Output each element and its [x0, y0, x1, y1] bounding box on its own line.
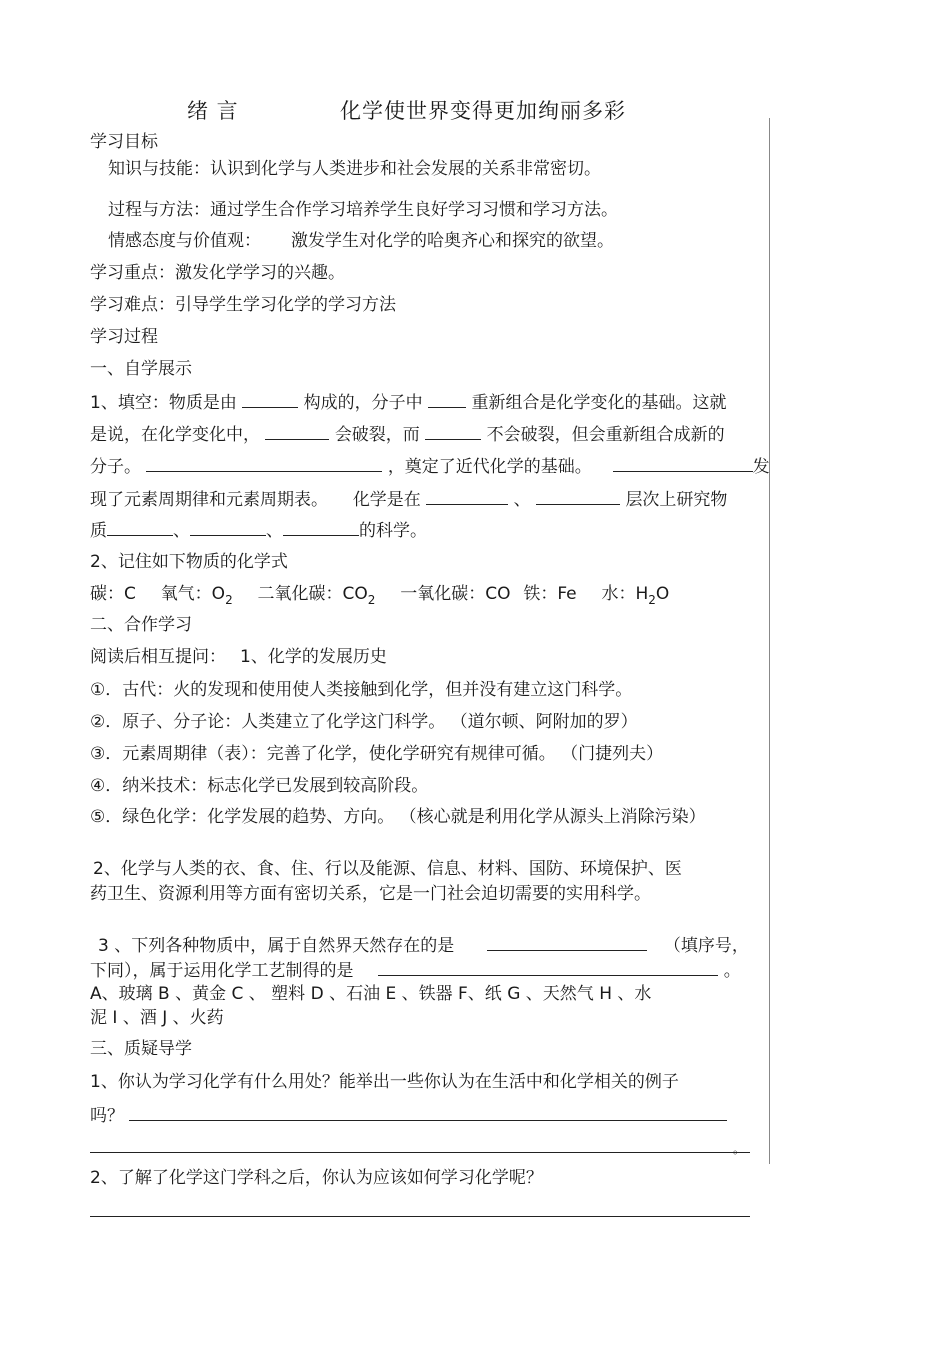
blank-synthetic[interactable]: [378, 958, 718, 976]
relation-line1: 2、化学与人类的衣、食、住、行以及能源、信息、材料、国防、环境保护、医: [93, 859, 682, 879]
q3-line2: 下同），属于运用化学工艺制得的是 。: [90, 958, 741, 982]
q1-line2: 是说，在化学变化中， 会破裂，而 不会破裂，但会重新组合成新的: [90, 422, 725, 446]
blank-5[interactable]: [146, 454, 382, 472]
process-heading: 学习过程: [90, 327, 158, 347]
blank-2[interactable]: [428, 390, 466, 408]
page-title: 化学使世界变得更加绚丽多彩: [340, 99, 626, 123]
objectives-heading: 学习目标: [90, 132, 158, 152]
blank-9[interactable]: [107, 518, 173, 536]
q1-line1: 1、填空：物质是由 构成的，分子中 重新组合是化学变化的基础。这就: [90, 390, 726, 414]
history-item: ⑤．绿色化学：化学发展的趋势、方向。 （核心就是利用化学从源头上消除污染）: [90, 807, 706, 827]
answer-line-1[interactable]: [129, 1103, 727, 1121]
q2-heading: 2、记住如下物质的化学式: [90, 552, 288, 572]
key-point: 学习重点：激发化学学习的兴趣。: [90, 263, 345, 283]
s3-q1-line2: 吗？: [90, 1103, 727, 1127]
blank-7[interactable]: [426, 487, 508, 505]
answer-line-3[interactable]: [90, 1216, 750, 1217]
q1-line3: 分子。 ，奠定了近代化学的基础。 发: [90, 454, 770, 478]
s3-q1-line1: 1、你认为学习化学有什么用处？能举出一些你认为在生活中和化学相关的例子: [90, 1072, 679, 1092]
formula-row: [90, 583, 669, 606]
formula-iron: 铁：Fe: [523, 584, 577, 604]
history-item: ②．原子、分子论：人类建立了化学这门科学。 （道尔顿、阿附加的罗）: [90, 712, 638, 732]
q3-line1: 3 、下列各种物质中，属于自然界天然存在的是 （填序号，: [98, 933, 749, 957]
objective-process: 过程与方法：通过学生合作学习培养学生良好学习习惯和学习方法。: [108, 200, 618, 220]
q1-line4: 现了元素周期律和元素周期表。 化学是在 、 层次上研究物: [90, 487, 727, 511]
difficulty: 学习难点：引导学生学习化学的学习方法: [90, 295, 396, 315]
blank-1[interactable]: [242, 390, 298, 408]
objective-attitude: [108, 230, 614, 252]
history-item: ③．元素周期律（表）：完善了化学，使化学研究有规律可循。 （门捷列夫）: [90, 744, 664, 764]
blank-4[interactable]: [425, 422, 481, 440]
objective-knowledge: 知识与技能：认识到化学与人类进步和社会发展的关系非常密切。: [108, 159, 601, 179]
section3-heading: 三、质疑导学: [90, 1039, 192, 1059]
formula-co2: 二氧化碳：$CO_2$: [257, 584, 376, 607]
section1-heading: 一、自学展示: [90, 359, 192, 379]
options-line2: 泥 I 、酒 J 、火药: [90, 1008, 224, 1028]
formula-oxygen: 氧气：$O_2$: [160, 584, 233, 607]
formula-co: 一氧化碳：CO: [400, 584, 511, 604]
attitude-label: 情感态度与价值观：: [108, 231, 261, 251]
answer-line-2[interactable]: [90, 1152, 750, 1153]
q1-end-mark: 。: [733, 1142, 746, 1156]
blank-8[interactable]: [536, 487, 620, 505]
section2-intro: 阅读后相互提问： 1、化学的发展历史: [90, 647, 387, 667]
q1-line5: 质 、 、 的科学。: [90, 518, 427, 542]
blank-3[interactable]: [265, 422, 329, 440]
blank-11[interactable]: [283, 518, 359, 536]
history-item: ④．纳米技术：标志化学已发展到较高阶段。: [90, 776, 429, 796]
blank-6[interactable]: [613, 454, 753, 472]
blank-natural[interactable]: [487, 933, 647, 951]
options-line1: A、玻璃 B 、黄金 C 、 塑料 D 、石油 E 、铁器 F、纸 G 、天然气 H 、水: [90, 984, 652, 1004]
formula-carbon: 碳：C: [90, 584, 136, 604]
title-lead: 绪 言: [187, 99, 239, 123]
section2-heading: 二、合作学习: [90, 615, 192, 635]
history-item: ①．古代：火的发现和使用使人类接触到化学，但并没有建立这门科学。: [90, 680, 633, 700]
relation-line2: 药卫生、资源利用等方面有密切关系，它是一门社会迫切需要的实用科学。: [90, 884, 651, 904]
margin-rule: [769, 118, 770, 1164]
formula-water: 水：$H_2O$: [601, 584, 670, 607]
s3-q2: 2、了解了化学这门学科之后，你认为应该如何学习化学呢？: [90, 1168, 543, 1188]
attitude-text: 激发学生对化学的哈奥齐心和探究的欲望。: [291, 231, 614, 251]
blank-10[interactable]: [190, 518, 266, 536]
